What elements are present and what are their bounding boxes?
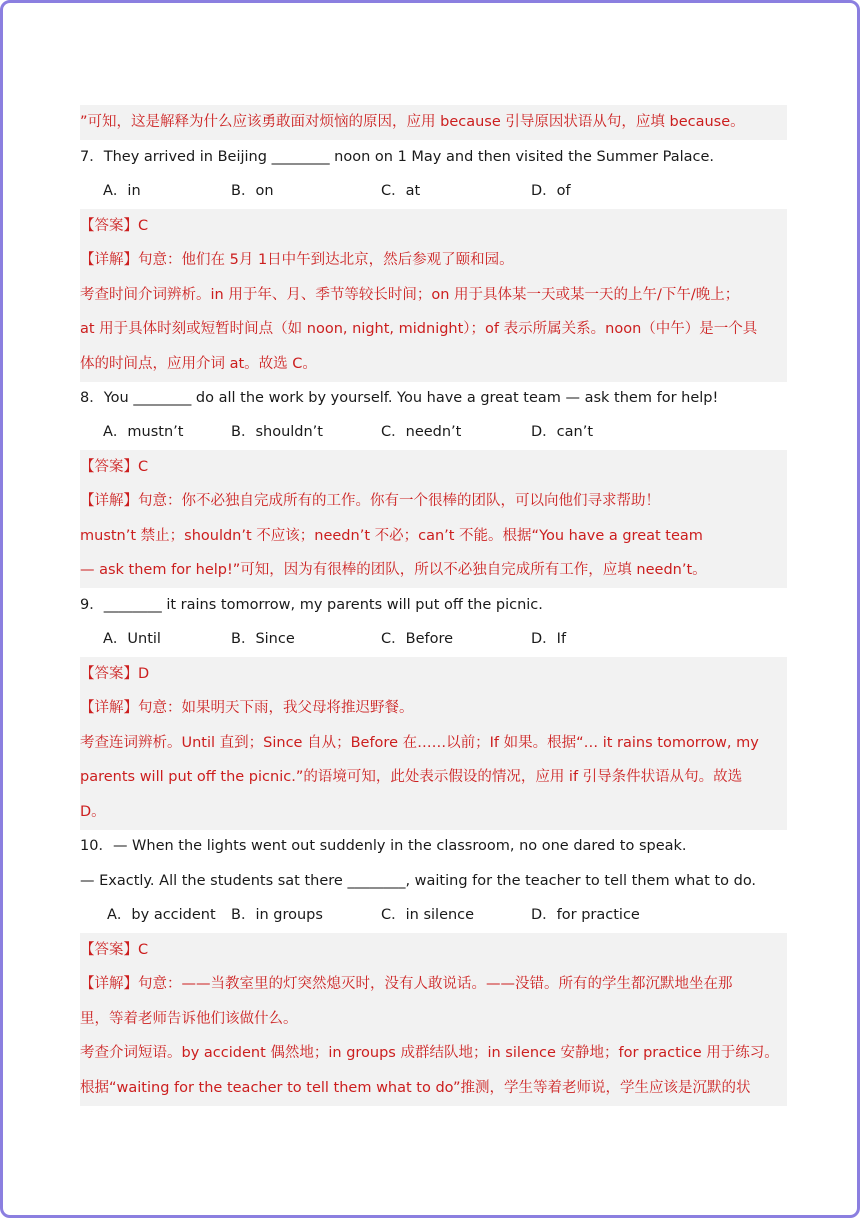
- option-d: D．of: [531, 183, 571, 199]
- explanation-continuation: ”可知，这是解释为什么应该勇敢面对烦恼的原因，应用 because 引导原因状语从句，应填 because。: [80, 105, 787, 140]
- option-b: B．shouldn’t: [231, 424, 323, 440]
- question-7-explanation-line: 体的时间点，应用介词 at。故选 C。: [80, 347, 787, 382]
- option-a: A．in: [103, 183, 141, 199]
- question-9-explanation-line: 考查连词辨析。Until 直到；Since 自从；Before 在……以前；If 如果。根据“… it rains tomorrow, my: [80, 726, 787, 761]
- question-10-explanation-line: 【详解】句意：——当教室里的灯突然熄灭时，没有人敢说话。——没错。所有的学生都沉默地坐在那: [80, 967, 787, 1002]
- option-c: C．at: [381, 183, 421, 199]
- question-7-explanation-line: 【详解】句意：他们在 5月 1日中午到达北京，然后参观了颐和园。: [80, 243, 787, 278]
- question-7-answer: 【答案】C: [80, 209, 787, 244]
- question-7-explanation-line: at 用于具体时刻或短暂时间点（如 noon, night, midnight）；of 表示所属关系。noon（中午）是一个具: [80, 312, 787, 347]
- question-9-explanation-line: parents will put off the picnic.”的语境可知，此处表示假设的情况，应用 if 引导条件状语从句。故选: [80, 760, 787, 795]
- question-9-explanation-line: 【详解】句意：如果明天下雨，我父母将推迟野餐。: [80, 691, 787, 726]
- question-8-answer: 【答案】C: [80, 450, 787, 485]
- option-d: D．If: [531, 631, 567, 647]
- option-c: C．in silence: [381, 907, 475, 923]
- option-c: C．needn’t: [381, 424, 462, 440]
- question-10-answer: 【答案】C: [80, 933, 787, 968]
- question-9-explanation-line: D。: [80, 795, 787, 830]
- question-7-explanation-line: 考查时间介词辨析。in 用于年、月、季节等较长时间；on 用于具体某一天或某一天的上午/下午/晚上；: [80, 278, 787, 313]
- option-b: B．in groups: [231, 907, 323, 923]
- question-8-stem: 8．You ________ do all the work by yourself. You have a great team — ask them for help!: [80, 390, 719, 406]
- option-a: A．mustn’t: [103, 424, 184, 440]
- question-8-explanation-line: — ask them for help!”可知，因为有很棒的团队，所以不必独自完成所有工作，应填 needn’t。: [80, 553, 787, 588]
- question-8-explanation-line: mustn’t 禁止；shouldn’t 不应该；needn’t 不必；can’t 不能。根据“You have a great team: [80, 519, 787, 554]
- option-a: A．Until: [103, 631, 161, 647]
- option-b: B．Since: [231, 631, 295, 647]
- question-10-explanation-line: 考查介词短语。by accident 偶然地；in groups 成群结队地；in silence 安静地；for practice 用于练习。: [80, 1036, 787, 1071]
- question-7-stem: 7．They arrived in Beijing ________ noon on 1 May and then visited the Summer Palace.: [80, 149, 715, 165]
- question-9-stem: 9．________ it rains tomorrow, my parents will put off the picnic.: [80, 597, 543, 613]
- question-10-explanation-line: 里，等着老师告诉他们该做什么。: [80, 1002, 787, 1037]
- question-8-explanation-line: 【详解】句意：你不必独自完成所有的工作。你有一个很棒的团队，可以向他们寻求帮助！: [80, 484, 787, 519]
- question-10-explanation-line: 根据“waiting for the teacher to tell them what to do”推测，学生等着老师说，学生应该是沉默的状: [80, 1071, 787, 1106]
- option-d: D．can’t: [531, 424, 594, 440]
- question-9-answer: 【答案】D: [80, 657, 787, 692]
- option-b: B．on: [231, 183, 274, 199]
- question-10-stem: 10．— When the lights went out suddenly in the classroom, no one dared to speak.: [80, 838, 687, 854]
- option-c: C．Before: [381, 631, 454, 647]
- option-d: D．for practice: [531, 907, 640, 923]
- option-a: A．by accident: [107, 907, 216, 923]
- question-10-stem: — Exactly. All the students sat there ________, waiting for the teacher to tell them what to do.: [80, 873, 757, 889]
